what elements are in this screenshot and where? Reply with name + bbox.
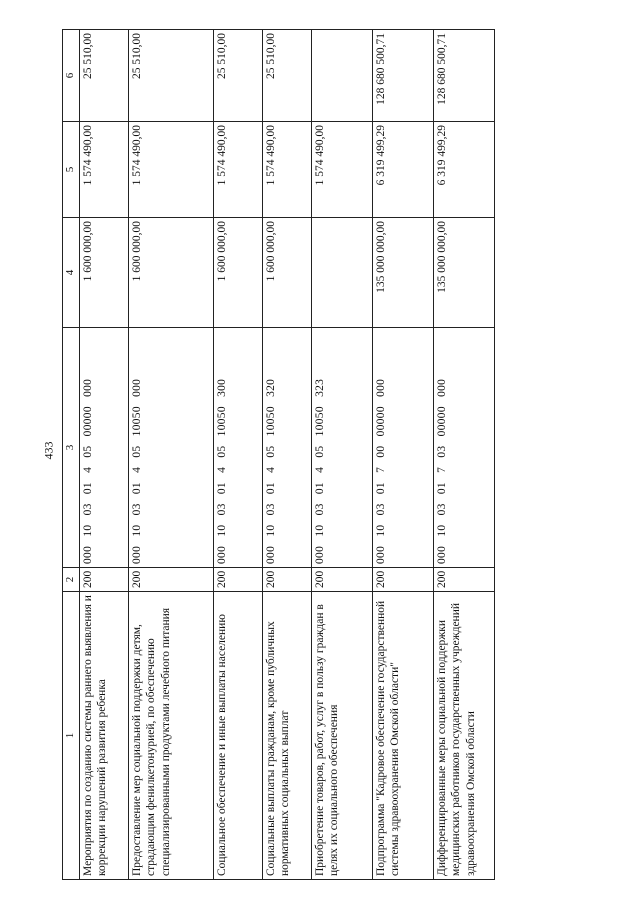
- budget-table: [62, 29, 495, 880]
- column-header: 4: [63, 218, 80, 328]
- row-value-5: 1 574 490,00: [311, 122, 372, 218]
- column-header: 5: [63, 122, 80, 218]
- row-value-6: 25 510,00: [213, 30, 262, 122]
- row-value-5: 1 574 490,00: [128, 122, 213, 218]
- row-classification-code: 000 10 03 01 7 03 00000 000: [433, 328, 494, 568]
- row-name: Дифференцированные меры социальной поддержки медицинских работников государственных учреждений здравоохранения Омской области: [433, 592, 494, 880]
- row-code-2: 200: [213, 568, 262, 592]
- row-code-2: 200: [262, 568, 311, 592]
- row-value-6: 25 510,00: [128, 30, 213, 122]
- row-value-5: 1 574 490,00: [213, 122, 262, 218]
- row-classification-code: 000 10 03 01 7 00 00000 000: [372, 328, 433, 568]
- row-value-4: 135 000 000,00: [372, 218, 433, 328]
- table-header-row: [63, 30, 80, 880]
- table-row: [433, 30, 494, 880]
- page-number: 433: [41, 441, 56, 460]
- row-classification-code: 000 10 03 01 4 05 10050 300: [213, 328, 262, 568]
- table-row: [79, 30, 128, 880]
- row-code-2: 200: [128, 568, 213, 592]
- table-row: [213, 30, 262, 880]
- column-header: 3: [63, 328, 80, 568]
- row-name: Мероприятия по созданию системы раннего выявления и коррекции нарушений развития ребенка: [79, 592, 128, 880]
- rotated-page-content: [62, 30, 607, 880]
- row-classification-code: 000 10 03 01 4 05 10050 323: [311, 328, 372, 568]
- table-row: [372, 30, 433, 880]
- table-row: [311, 30, 372, 880]
- row-value-6: 25 510,00: [79, 30, 128, 122]
- row-value-4: 1 600 000,00: [213, 218, 262, 328]
- row-code-2: 200: [372, 568, 433, 592]
- column-header: 6: [63, 30, 80, 122]
- row-value-6: 128 680 500,71: [433, 30, 494, 122]
- row-value-6: 128 680 500,71: [372, 30, 433, 122]
- column-header: 1: [63, 592, 80, 880]
- row-name: Предоставление мер социальной поддержки детям, страдающим фенилкетонурией, по обеспечению специализированными продуктами лечебного питания: [128, 592, 213, 880]
- row-value-4: 1 600 000,00: [79, 218, 128, 328]
- row-name: Социальные выплаты гражданам, кроме публичных нормативных социальных выплат: [262, 592, 311, 880]
- table-row: [262, 30, 311, 880]
- row-classification-code: 000 10 03 01 4 05 10050 320: [262, 328, 311, 568]
- row-name: Приобретение товаров, работ, услуг в пользу граждан в целях их социального обеспечения: [311, 592, 372, 880]
- row-value-5: 1 574 490,00: [262, 122, 311, 218]
- row-name: Социальное обеспечение и иные выплаты населению: [213, 592, 262, 880]
- row-value-4: 135 000 000,00: [433, 218, 494, 328]
- row-value-5: 6 319 499,29: [372, 122, 433, 218]
- row-classification-code: 000 10 03 01 4 05 00000 000: [79, 328, 128, 568]
- row-value-5: 6 319 499,29: [433, 122, 494, 218]
- table-row: [128, 30, 213, 880]
- row-value-4: [311, 218, 372, 328]
- row-value-4: 1 600 000,00: [128, 218, 213, 328]
- row-code-2: 200: [433, 568, 494, 592]
- row-code-2: 200: [311, 568, 372, 592]
- row-value-6: 25 510,00: [262, 30, 311, 122]
- row-value-4: 1 600 000,00: [262, 218, 311, 328]
- column-header: 2: [63, 568, 80, 592]
- row-classification-code: 000 10 03 01 4 05 10050 000: [128, 328, 213, 568]
- row-value-5: 1 574 490,00: [79, 122, 128, 218]
- row-value-6: [311, 30, 372, 122]
- row-code-2: 200: [79, 568, 128, 592]
- row-name: Подпрограмма "Кадровое обеспечение государственной системы здравоохранения Омской области": [372, 592, 433, 880]
